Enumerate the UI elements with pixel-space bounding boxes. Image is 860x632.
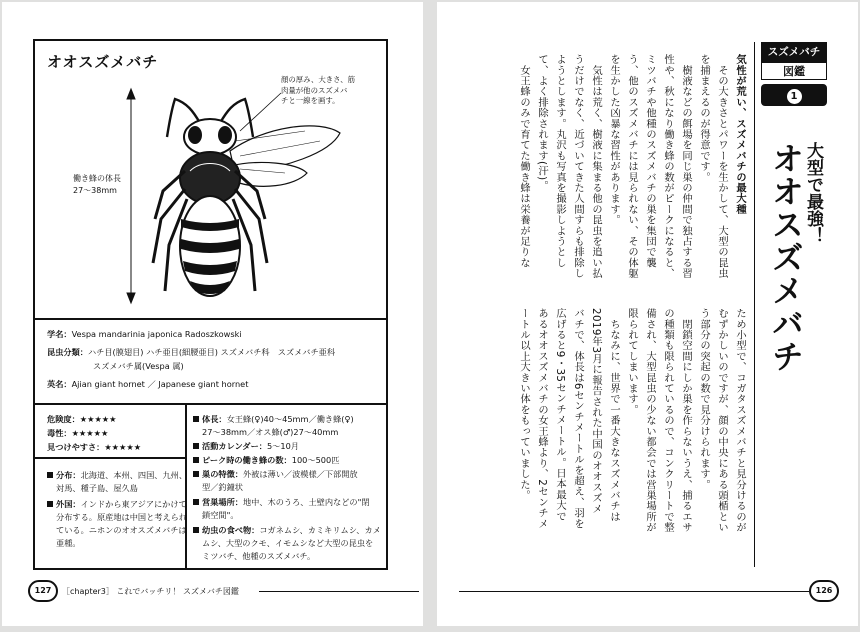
- size-label-line-2: 27〜38mm: [73, 186, 117, 195]
- bullet-square: [193, 471, 199, 477]
- classification-line-2: スズメバチ属(Vespa 属): [93, 361, 184, 371]
- detail-peak: [193, 454, 339, 466]
- detail-site-2: 鎖空間"。: [202, 510, 239, 520]
- footer-rule: [459, 591, 809, 592]
- text-column: あるオオスズメバチの女王蜂より、2センチメ: [536, 308, 548, 529]
- bullet-square: [193, 527, 199, 533]
- rating-danger: [47, 413, 116, 425]
- detail-value: 外被は薄い／波模様／下部開放: [242, 469, 358, 479]
- detail-site: [193, 496, 370, 508]
- text-column: うだけでなく、近づいてきた人間すらも排除し: [572, 54, 584, 279]
- separator: [35, 403, 386, 405]
- foreign-row: [47, 498, 187, 510]
- text-column: 気性が荒い、スズメバチの最大種: [734, 54, 746, 215]
- rating-label: 毒性：: [47, 428, 72, 438]
- foreign-line-4: 亜種。: [56, 538, 81, 548]
- header-rule: [754, 42, 755, 567]
- text-column: て、よく排除されます(汗)。: [536, 54, 548, 192]
- text-column: ートル以上大きい体をもっていました。: [518, 308, 530, 501]
- text-column: 気性は荒く、樹液に集まる他の昆虫を追い払: [590, 54, 602, 279]
- detail-nest: [193, 468, 358, 480]
- callout-line-1: 顔の厚み、大きさ、筋: [281, 75, 356, 84]
- detail-label: 巣の特徴：: [202, 469, 243, 479]
- page-title: オオスズメバチ: [767, 142, 805, 373]
- page-number-left: 127: [28, 580, 58, 602]
- scientific-name-row: [47, 328, 242, 340]
- detail-body-length: [193, 413, 354, 425]
- callout-line-3: チと一線を画す。: [281, 96, 340, 105]
- page-subtitle: 大型で最強！: [803, 142, 823, 244]
- text-column: ちなみに、世界で一番大きなスズメバチは: [608, 308, 620, 522]
- text-column: 2019年3月に報告された中国のオオスズメ: [590, 308, 602, 514]
- foreign-label: 外国：: [56, 499, 81, 509]
- detail-food-2: ムシ、大型のクモ、イモムシなど大型の昆虫を: [202, 538, 374, 548]
- detail-food-3: ミツバチ、他種のスズメバチ。: [202, 551, 316, 561]
- badge-number-box: [761, 84, 827, 106]
- callout-line-2: 肉量が他のスズメバ: [281, 85, 348, 95]
- text-column: 広げると9・35センチメートル。日本最大で: [554, 308, 566, 522]
- text-column: ため小型で、コガタスズメバチと見分けるのが: [734, 308, 746, 533]
- rating-stars: ★★★★★: [104, 442, 142, 452]
- detail-label: 幼虫の食べ物：: [202, 525, 260, 535]
- wings: [230, 126, 340, 186]
- illustration-area: [35, 41, 386, 317]
- foreign-line-3: ている。ニホンのオオスズメバチは: [56, 525, 187, 535]
- separator: [35, 457, 185, 459]
- rating-toxicity: [47, 427, 108, 439]
- text-column: ようとします。丸沢も写真を撮影しようとし: [554, 54, 566, 268]
- page-number-right: 126: [809, 580, 839, 602]
- text-column: の種類も限られているので、コンクリートで整: [662, 308, 674, 533]
- text-column: その大きさとパワーを生かして、大型の昆虫: [716, 54, 728, 279]
- section-badge: スズメバチ: [761, 42, 827, 62]
- detail-body-length-2: 27〜38mm／オス蜂(♂)27〜40mm: [202, 427, 339, 437]
- classification-label: 昆虫分類：: [47, 347, 88, 357]
- scientific-label: 学名：: [47, 329, 72, 339]
- badge-number: 1: [787, 89, 802, 104]
- detail-label: 体長：: [202, 414, 227, 424]
- text-column: を捕まえるのが得意です。: [698, 54, 710, 183]
- right-page: [437, 2, 858, 626]
- text-column: 樹液などの餌場を同じ巣の仲間で独占する習: [680, 54, 692, 279]
- detail-value: 地中、木のうろ、土壁内などの"閉: [242, 497, 370, 507]
- text-column: 性や、秋になり働き蜂の数がピークになると、: [662, 54, 674, 279]
- scientific-name: Vespa mandarinia japonica Radoszkowski: [71, 329, 242, 339]
- left-page: [2, 2, 423, 626]
- distribution-label: 分布：: [56, 470, 81, 480]
- text-column: う部分の突起の数で見分けられます。: [698, 308, 710, 490]
- detail-value: 5〜10月: [266, 441, 299, 451]
- size-arrow: [127, 89, 135, 303]
- badge-subtitle: 図鑑: [761, 62, 827, 80]
- detail-value: 100〜500匹: [291, 455, 340, 465]
- abdomen: [180, 196, 240, 296]
- detail-value: コガネムシ、カミキリムシ、カメ: [259, 525, 381, 535]
- card-title: オオスズメバチ: [47, 53, 159, 71]
- distribution-row: [47, 469, 187, 481]
- bullet-square: [193, 443, 199, 449]
- book-gutter: [423, 0, 437, 632]
- footer-chapter: ［chapter3］ これでバッチリ！ スズメバチ図鑑: [62, 587, 239, 596]
- foreign-value: インドから東アジアにかけて: [80, 499, 187, 509]
- classification-row: [47, 346, 335, 358]
- text-column: むずかしいのですが、顔の中央にある頭楯とい: [716, 308, 728, 533]
- rating-stars: ★★★★★: [71, 428, 109, 438]
- bullet-square: [193, 416, 199, 422]
- detail-label: 営巣場所：: [202, 497, 243, 507]
- text-column: バチで、体長は6センチメートルを超え、羽を: [572, 308, 584, 529]
- separator: [35, 318, 386, 320]
- detail-calendar: [193, 440, 299, 452]
- text-column: ミツバチや他種のスズメバチの巣を集団で襲: [644, 54, 656, 268]
- rating-label: 危険度：: [47, 414, 80, 424]
- text-column: う、他のスズメバチには見られない、その体躯: [626, 54, 638, 279]
- right-eye: [218, 126, 232, 144]
- bullet-square: [193, 499, 199, 505]
- detail-food: [193, 524, 381, 536]
- text-column: 閉鎖空間にしか巣を作らないうえ、捕るエサ: [680, 308, 692, 533]
- footer-rule-left: [259, 591, 419, 592]
- species-card: [33, 39, 388, 570]
- english-name: Ajian giant hornet ／ Japanese giant hornet: [71, 379, 249, 389]
- bullet-square: [47, 472, 53, 478]
- column-separator: [185, 403, 187, 568]
- text-column: 女王蜂のみで育てた働き蜂は栄養が足りな: [518, 54, 530, 268]
- foreign-line-2: 分布する。原産地は中国と考えられ: [56, 512, 188, 522]
- text-column: 限られてしまいます。: [626, 308, 638, 415]
- detail-value: 女王蜂(♀)40〜45mm／働き蜂(♀): [226, 414, 354, 424]
- detail-nest-2: 型／釣鐘状: [202, 482, 243, 492]
- distribution-line-2: 対馬、種子島、屋久島: [56, 483, 138, 493]
- rating-findability: [47, 441, 141, 453]
- classification-value: ハチ目(膜翅目) ハチ亜目(細腰亜目) スズメバチ科 スズメバチ亜科: [87, 347, 336, 357]
- rating-stars: ★★★★★: [79, 414, 117, 424]
- text-column: 備され、大型昆虫の少ない都会では営巣場所が: [644, 308, 656, 533]
- left-eye: [188, 126, 202, 144]
- english-name-row: [47, 378, 248, 390]
- bullet-square: [47, 501, 53, 507]
- detail-label: 活動カレンダー：: [202, 441, 267, 451]
- english-label: 英名：: [47, 379, 72, 389]
- rating-label: 見つけやすさ：: [47, 442, 105, 452]
- bullet-square: [193, 457, 199, 463]
- detail-label: ピーク時の働き蜂の数：: [202, 455, 292, 465]
- text-column: を生かした凶暴な習性があります。: [608, 54, 620, 226]
- distribution-value: 北海道、本州、四国、九州、: [80, 470, 188, 480]
- size-label-line-1: 働き蜂の体長: [73, 174, 121, 183]
